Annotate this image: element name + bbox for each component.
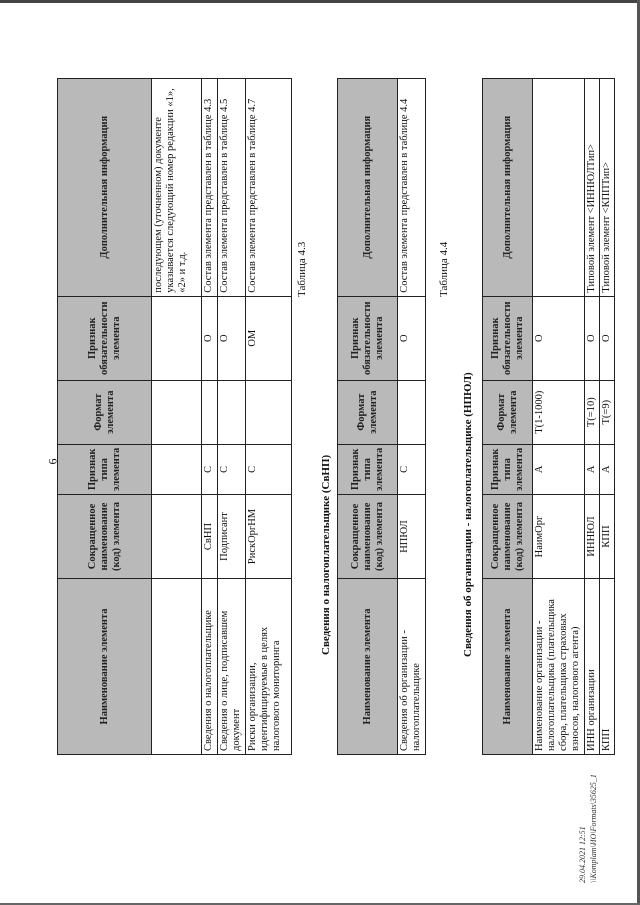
table-cell: С [398, 444, 426, 494]
table-cell: Сведения о лице, подписавшем документ [218, 579, 246, 755]
column-header: Признак типа элемента [58, 444, 152, 494]
table-cell: Состав элемента представлен в таблице 4.5 [218, 78, 246, 296]
table-cell: А [600, 444, 615, 494]
column-header: Формат элемента [483, 380, 533, 444]
table-cell: Состав элемента представлен в таблице 4.7 [246, 78, 292, 296]
page-number: 6 [45, 458, 60, 465]
table-caption: Сведения об организации - налогоплательщике (НПЮЛ) [462, 372, 474, 657]
table-cell: Т(=9) [600, 380, 615, 444]
table-cell [202, 380, 218, 444]
column-header: Признак обязательности элемента [58, 296, 152, 380]
column-header: Признак обязательности элемента [338, 296, 398, 380]
table-cell: Типовой элемент <ИННЮЛТип> [585, 78, 600, 296]
column-header: Признак обязательности элемента [483, 296, 533, 380]
table-cell: А [585, 444, 600, 494]
column-header: Наименование элемента [58, 579, 152, 755]
table-cell: О [600, 296, 615, 380]
table-cell: Т(=10) [585, 380, 600, 444]
table-row [533, 78, 585, 754]
table-cell [152, 579, 202, 755]
table-cell: КПП [600, 495, 615, 579]
table-cell: Риски организации, идентифицируемые в целях налогового мониторинга [246, 579, 292, 755]
continuation-table-block [57, 78, 292, 755]
table-cell: ИНН организации [585, 579, 600, 755]
print-stamp-date: 29.04.2021 12:51 [578, 826, 587, 883]
column-header: Признак типа элемента [338, 444, 398, 494]
table-cell: последующем (уточненном) документе указывается следующий номер редакции «1», «2» и т.д. [152, 78, 202, 296]
table-cell: Состав элемента представлен в таблице 4.3 [202, 78, 218, 296]
table-cell: О [398, 296, 426, 380]
table-cell [152, 495, 202, 579]
table-cell: Типовой элемент <КППТип> [600, 78, 615, 296]
table-row [246, 78, 292, 754]
table-cell [152, 296, 202, 380]
continuation-table [57, 78, 292, 755]
table-cell: Т(1-1000) [533, 380, 585, 444]
table-cell: Состав элемента представлен в таблице 4.4 [398, 78, 426, 296]
table-cell: ОМ [246, 296, 292, 380]
table-row [202, 78, 218, 754]
table-4-3 [337, 78, 426, 755]
table-cell: НаимОрг [533, 495, 585, 579]
column-header: Дополнительная информация [483, 78, 533, 296]
column-header: Формат элемента [338, 380, 398, 444]
table-cell: КПП [600, 579, 615, 755]
column-header: Сокращенное наименование (код) элемента [483, 495, 533, 579]
table-cell: НПЮЛ [398, 495, 426, 579]
column-header: Сокращенное наименование (код) элемента [58, 495, 152, 579]
table-cell: Сведения об организации - налогоплательщике [398, 579, 426, 755]
table-cell [152, 444, 202, 494]
table-cell [398, 380, 426, 444]
table-cell: О [533, 296, 585, 380]
table-cell [152, 380, 202, 444]
table-cell: С [218, 444, 246, 494]
table-caption: Сведения о налогоплательщике (СвНП) [320, 454, 332, 655]
table-cell: А [533, 444, 585, 494]
column-header: Дополнительная информация [338, 78, 398, 296]
column-header: Наименование элемента [483, 579, 533, 755]
table-cell [218, 380, 246, 444]
column-header: Сокращенное наименование (код) элемента [338, 495, 398, 579]
table-row [218, 78, 246, 754]
table-row [152, 78, 202, 754]
table-43-block [337, 78, 426, 755]
table-cell [533, 78, 585, 296]
column-header: Дополнительная информация [58, 78, 152, 296]
table-cell [246, 380, 292, 444]
table-row [600, 78, 615, 754]
table-cell: О [585, 296, 600, 380]
table-44-block [482, 78, 615, 755]
table-header-row [338, 78, 398, 754]
table-cell: РискОргНМ [246, 495, 292, 579]
table-row [585, 78, 600, 754]
table-cell: Наименование организации - налогоплательщика (плательщика сбора, плательщика страховых взносов, налогового агента) [533, 579, 585, 755]
table-cell: Сведения о налогоплательщике [202, 579, 218, 755]
table-label: Таблица 4.4 [438, 241, 450, 297]
table-cell: ИННЮЛ [585, 495, 600, 579]
table-cell: С [246, 444, 292, 494]
table-label: Таблица 4.3 [296, 241, 308, 297]
table-cell: С [202, 444, 218, 494]
table-cell: О [218, 296, 246, 380]
table-cell: Подписант [218, 495, 246, 579]
table-header-row [58, 78, 152, 754]
table-header-row [483, 78, 533, 754]
column-header: Формат элемента [58, 380, 152, 444]
column-header: Наименование элемента [338, 579, 398, 755]
print-stamp-path: \\Komplam\ИО\Formats\35625_1 [589, 774, 598, 883]
table-4-4 [482, 78, 615, 755]
table-cell: СвНП [202, 495, 218, 579]
table-row [398, 78, 426, 754]
column-header: Признак типа элемента [483, 444, 533, 494]
table-cell: О [202, 296, 218, 380]
